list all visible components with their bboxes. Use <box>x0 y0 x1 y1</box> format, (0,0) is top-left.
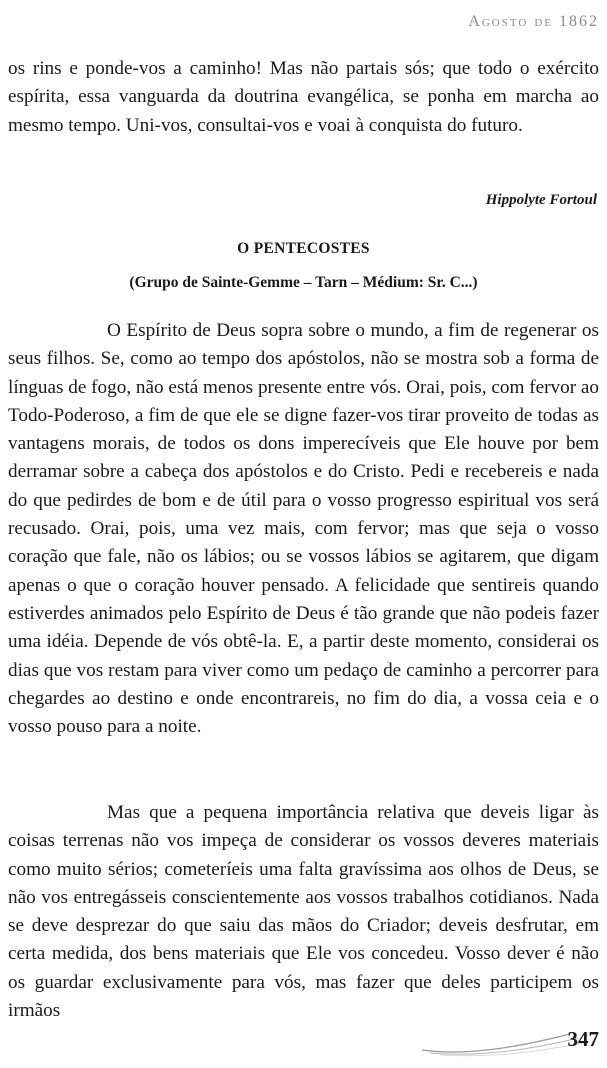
article-paragraph-2: Mas que a pequena importância relativa que deveis ligar às coisas terrenas não vos impeça de considerar os vossos deveres materiais como muito sérios; cometeríeis uma falta gravíssima aos olhos de Deus, se não vos entregásseis conscientemente aos vossos trabalhos cotidianos. Nada se deve desprezar do que saiu das mãos do Criador; deveis desfrutar, em certa medida, dos bens materiais que Ele vos concedeu. Vosso dever é não os guardar exclusivamente para vós, mas fazer que deles participem os irmãos <box>8 802 599 1022</box>
article-paragraph-1: O Espírito de Deus sopra sobre o mundo, a fim de regenerar os seus filhos. Se, como ao tempo dos apóstolos, não se mostra sob a forma de línguas de fogo, não está menos presente entre vós. Orai, pois, com fervor ao Todo-Poderoso, a fim de que ele se digne fazer-vos tirar proveito de todas as vantagens morais, de todos os dons imperecíveis que Ele houve por bem derramar sobre a cabeça dos apóstolos e do Cristo. Pedi e recebereis e nada do que pedirdes de bom e de útil para o vosso progresso espiritual vos será recusado. Orai, pois, uma vez mais, com fervor; mas que seja o vosso coração que fale, não os lábios; ou se vossos lábios se agitarem, que digam apenas o que o coração houver pensado. A felicidade que sentireis quando estiverdes animados pelo Espírito de Deus é tão grande que não podeis fazer uma idéia. Depende de vós obtê-la. E, a partir deste momento, considerai os dias que vos restam para viver como um pedaço de caminho a percorrer para chegardes ao destino e onde encontrareis, no fim do dia, a vossa ceia e o vosso pouso para a noite. <box>8 320 599 738</box>
running-header: Agosto de 1862 <box>468 13 599 30</box>
author-signature: Hippolyte Fortoul <box>485 192 597 208</box>
page-number: 347 <box>567 1027 599 1051</box>
article-title: O PENTECOSTES <box>237 240 370 257</box>
article-subtitle: (Grupo de Sainte-Gemme – Tarn – Médium: Sr. C...) <box>129 274 478 291</box>
intro-paragraph: os rins e ponde-vos a caminho! Mas não partais sós; que todo o exército espírita, essa vanguarda da doutrina evangélica, se ponha em marcha ao mesmo tempo. Uni-vos, consultai-vos e voai à conquista do futuro. <box>8 58 599 136</box>
